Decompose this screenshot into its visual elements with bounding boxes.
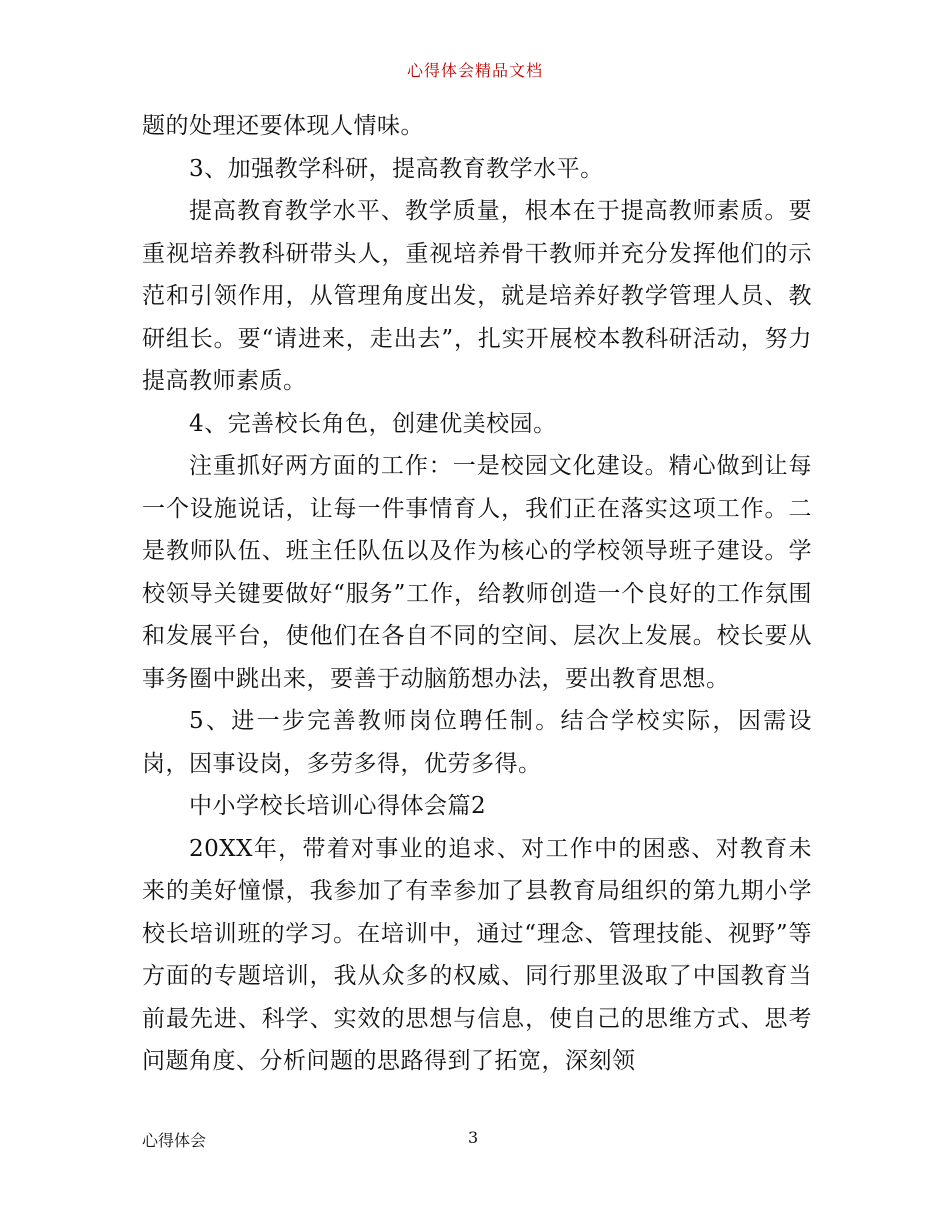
document-header-title: 心得体会精品文档 xyxy=(406,61,543,80)
paragraph-8: 20XX年，带着对事业的追求、对工作中的困惑、对教育未来的美好憧憬，我参加了有幸参加了县教育局组织的第九期小学校长培训班的学习。在培训中，通过“理念、管理技能、视野”等方面的专题培训，我从众多的权威、同行那里汲取了中国教育当前最先进、科学、实效的思想与信息，使自己的思维方式、思考问题角度、分析问题的思路得到了拓宽，深刻领 xyxy=(142,835,812,1074)
footer-label: 心得体会 xyxy=(142,1131,207,1150)
paragraph-1: 题的处理还要体现人情味。 xyxy=(142,113,424,139)
paragraph-2-heading: 3、加强教学科研，提高教育教学水平。 xyxy=(189,155,604,182)
paragraph-6: 5、进一步完善教师岗位聘任制。结合学校实际，因需设岗，因事设岗，多劳多得，优劳多得。 xyxy=(142,708,812,777)
section-title: 中小学校长培训心得体会篇2 xyxy=(189,793,487,819)
paragraph-4-heading: 4、完善校长角色，创建优美校园。 xyxy=(189,410,557,437)
document-body xyxy=(142,105,812,1083)
paragraph-5: 注重抓好两方面的工作：一是校园文化建设。精心做到让每一个设施说话，让每一件事情育人，我们正在落实这项工作。二是教师队伍、班主任队伍以及作为核心的学校领导班子建设。学校领导关键要做好“服务”工作，给教师创造一个良好的工作氛围和发展平台，使他们在各自不同的空间、层次上发展。校长要从事务圈中跳出来，要善于动脑筋想办法，要出教育思想。 xyxy=(142,453,812,692)
page-number: 3 xyxy=(468,1128,479,1147)
paragraph-3: 提高教育教学水平、教学质量，根本在于提高教师素质。要重视培养教科研带头人，重视培养骨干教师并充分发挥他们的示范和引领作用，从管理角度出发，就是培养好教学管理人员、教研组长。要“请进来，走出去”，扎实开展校本教科研活动，努力提高教师素质。 xyxy=(142,198,812,394)
